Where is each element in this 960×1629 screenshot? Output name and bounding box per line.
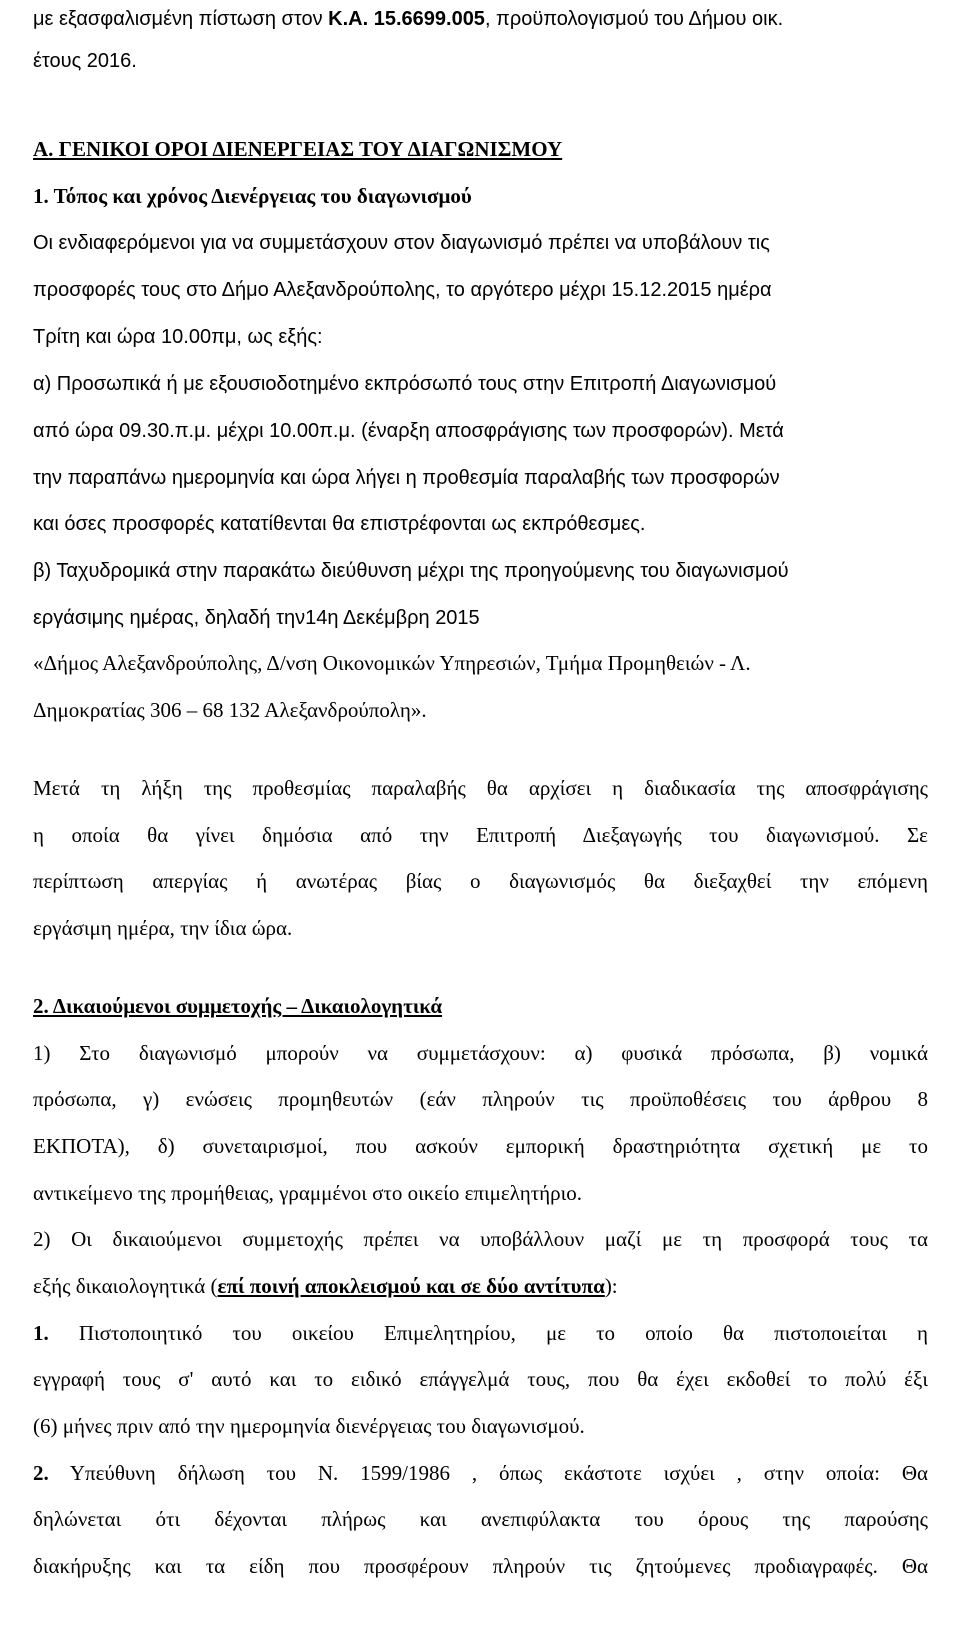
text-line: 1) Στο διαγωνισμό μπορούν να συμμετάσχουν: α) φυσικά πρόσωπα, β) νομικά	[33, 1041, 928, 1065]
text-line: εργάσιμης ημέρας, δηλαδή την14η Δεκέμβρη 2015	[33, 607, 480, 629]
text-line: Μετά τη λήξη της προθεσμίας παραλαβής θα αρχίσει η διαδικασία της αποσφράγισης	[33, 776, 928, 800]
text-line: Οι ενδιαφερόμενοι για να συμμετάσχουν στον διαγωνισμό πρέπει να υποβάλουν τις	[33, 232, 770, 254]
budget-line: με εξασφαλισμένη πίστωση στον Κ.Α. 15.6699.005, προϋπολογισμού του Δήμου οικ.	[33, 8, 784, 30]
text-line: από ώρα 09.30.π.μ. μέχρι 10.00π.μ. (έναρξη αποσφράγισης των προσφορών). Μετά	[33, 420, 784, 442]
required-docs-line: εξής δικαιολογητικά (επί ποινή αποκλεισμού και σε δύο αντίτυπα):	[33, 1274, 618, 1298]
text-line: εργάσιμη ημέρα, την ίδια ώρα.	[33, 916, 293, 940]
text-line: πρόσωπα, γ) ενώσεις προμηθευτών (εάν πληρούν τις προϋποθέσεις του άρθρου 8	[33, 1087, 928, 1111]
list-item-1: 1. Πιστοποιητικό του οικείου Επιμελητηρίου, με το οποίο θα πιστοποιείται η	[33, 1321, 928, 1345]
text-line: δηλώνεται ότι δέχονται πλήρως και ανεπιφύλακτα του όρους της παρούσης	[33, 1507, 928, 1531]
text-line: Δημοκρατίας 306 – 68 132 Αλεξανδρούπολη».	[33, 698, 427, 722]
exclusion-note: επί ποινή αποκλεισμού και σε δύο αντίτυπα	[217, 1274, 605, 1298]
text-line: 2) Οι δικαιούμενοι συμμετοχής πρέπει να υποβάλλουν μαζί με τη προσφορά τους τα	[33, 1227, 928, 1251]
section-heading-a: Α. ΓΕΝΙΚΟΙ ΟΡΟΙ ΔΙΕΝΕΡΓΕΙΑΣ ΤΟΥ ΔΙΑΓΩΝΙΣΜΟΥ	[33, 137, 563, 161]
text-line: αντικείμενο της προμήθειας, γραμμένοι στο οικείο επιμελητήριο.	[33, 1181, 582, 1205]
text-line: προσφορές τους στο Δήμο Αλεξανδρούπολης, το αργότερο μέχρι 15.12.2015 ημέρα	[33, 279, 772, 301]
section-heading-2: 2. Δικαιούμενοι συμμετοχής – Δικαιολογητικά	[33, 994, 443, 1018]
text-line: διακήρυξης και τα είδη που προσφέρουν πληρούν τις ζητούμενες προδιαγραφές. Θα	[33, 1554, 928, 1578]
budget-code: Κ.Α. 15.6699.005	[328, 8, 485, 30]
text-line: ΕΚΠΟΤΑ), δ) συνεταιρισμοί, που ασκούν εμπορική δραστηριότητα σχετική με το	[33, 1134, 928, 1158]
text-line: περίπτωση απεργίας ή ανωτέρας βίας ο διαγωνισμός θα διεξαχθεί την επόμενη	[33, 869, 928, 893]
text-line: Τρίτη και ώρα 10.00πμ, ως εξής:	[33, 326, 323, 348]
subheading-place-time: 1. Τόπος και χρόνος Διενέργειας του διαγωνισμού	[33, 184, 472, 208]
text-line: έτους 2016.	[33, 50, 137, 72]
text-line: «Δήμος Αλεξανδρούπολης, Δ/νση Οικονομικών Υπηρεσιών, Τμήμα Προμηθειών - Λ.	[33, 651, 751, 675]
text-line: και όσες προσφορές κατατίθενται θα επιστρέφονται ως εκπρόθεσμες.	[33, 513, 646, 535]
list-item-2: 2. Υπεύθυνη δήλωση του Ν. 1599/1986 , όπως εκάστοτε ισχύει , στην οποία: Θα	[33, 1461, 928, 1485]
text-line: την παραπάνω ημερομηνία και ώρα λήγει η προθεσμία παραλαβής των προσφορών	[33, 467, 780, 489]
text-line: εγγραφή τους σ' αυτό και το ειδικό επάγγελμά τους, που θα έχει εκδοθεί το πολύ έξι	[33, 1367, 928, 1391]
text-line: η οποία θα γίνει δημόσια από την Επιτροπή Διεξαγωγής του διαγωνισμού. Σε	[33, 823, 928, 847]
text-line: α) Προσωπικά ή με εξουσιοδοτημένο εκπρόσωπό τους στην Επιτροπή Διαγωνισμού	[33, 373, 777, 395]
text-line: (6) μήνες πριν από την ημερομηνία διενέργειας του διαγωνισμού.	[33, 1414, 585, 1438]
text-line: β) Ταχυδρομικά στην παρακάτω διεύθυνση μέχρι της προηγούμενης του διαγωνισμού	[33, 560, 789, 582]
